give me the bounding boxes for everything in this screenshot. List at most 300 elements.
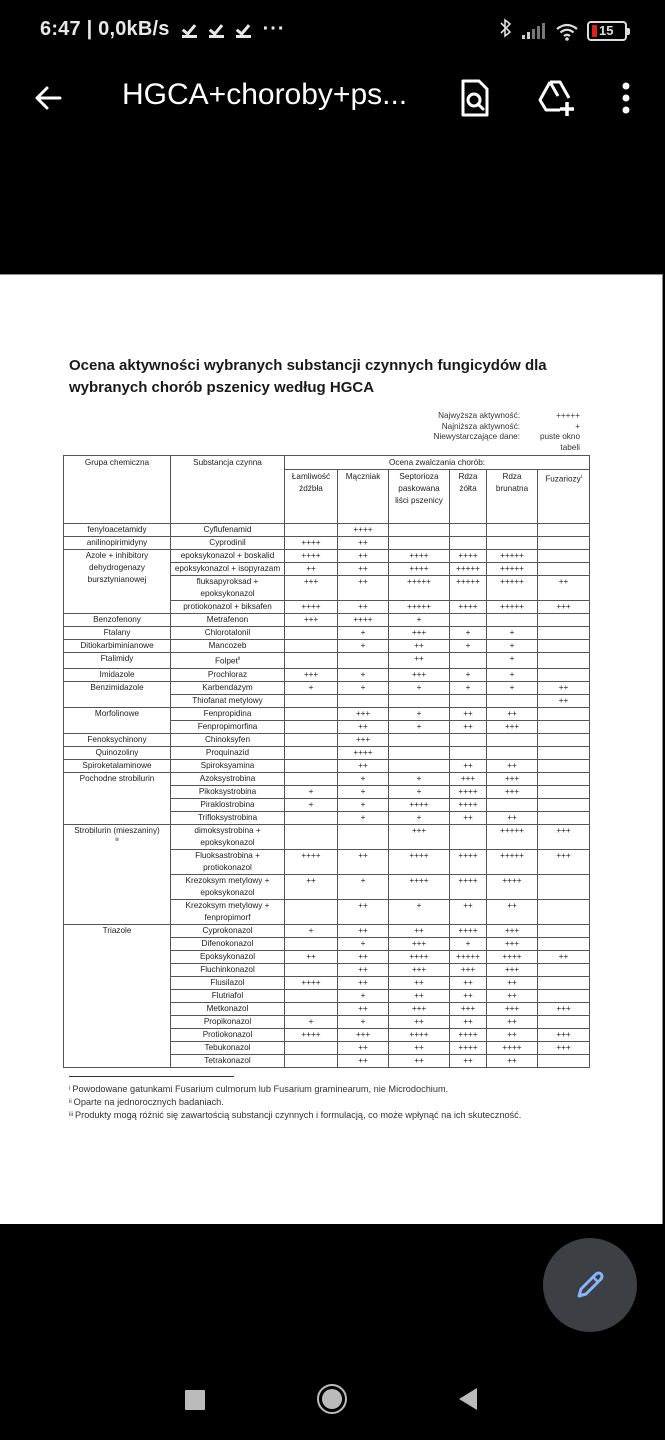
edit-fab-button[interactable] <box>543 1238 637 1332</box>
footnote: $^{ii}$ Oparte na jednorocznych badaniach. <box>69 1097 224 1107</box>
cell-rating: ++ <box>487 1028 538 1041</box>
cell-rating: ++ <box>338 963 389 976</box>
download-done-icon <box>236 21 251 38</box>
battery-level: 15 <box>599 23 614 38</box>
cell-rating: + <box>338 627 389 640</box>
cell-rating: + <box>285 681 338 694</box>
cell-rating <box>487 524 538 537</box>
cell-rating: ++ <box>338 924 389 937</box>
cell-rating <box>285 694 338 707</box>
cell-rating: ++ <box>487 759 538 772</box>
more-notifications-icon: ··· <box>262 18 286 40</box>
cell-rating: ++ <box>285 950 338 963</box>
table-row <box>64 924 590 937</box>
cell-rating <box>538 707 590 720</box>
cell-signal-icon <box>522 23 545 39</box>
cell-rating: + <box>450 627 487 640</box>
cell-rating: +++ <box>538 601 590 614</box>
cell-rating: ++ <box>389 924 450 937</box>
cell-substance: Flusilazol <box>171 976 285 989</box>
cell-chemical-group: Imidazole <box>64 668 171 681</box>
cell-substance: Cyprodinil <box>171 537 285 550</box>
cell-rating: ++ <box>389 989 450 1002</box>
header-rating: Ocena zwalczania chorób: <box>285 456 590 470</box>
footnotes <box>69 1083 521 1122</box>
cell-substance: Fenpropidina <box>171 707 285 720</box>
cell-rating: +++++ <box>450 576 487 601</box>
cell-rating: ++++ <box>389 849 450 874</box>
cell-rating: ++ <box>450 1015 487 1028</box>
arrow-left-icon[interactable] <box>32 82 64 114</box>
cell-rating: ++++ <box>285 601 338 614</box>
cell-rating <box>538 811 590 824</box>
table-row <box>64 653 590 669</box>
cell-rating <box>538 640 590 653</box>
cell-rating: ++ <box>450 759 487 772</box>
cell-rating: ++++ <box>389 550 450 563</box>
cell-substance: protiokonazol + biksafen <box>171 601 285 614</box>
cell-rating <box>389 524 450 537</box>
cell-rating: ++ <box>338 720 389 733</box>
header-group: Grupa chemiczna <box>64 456 171 524</box>
cell-rating: + <box>338 640 389 653</box>
status-right <box>500 18 627 43</box>
cell-rating: ++++ <box>450 601 487 614</box>
cell-rating <box>538 759 590 772</box>
cell-rating: ++ <box>338 563 389 576</box>
header-disease: Mączniak <box>338 470 389 524</box>
cell-substance: Tebukonazol <box>171 1041 285 1054</box>
cell-rating <box>389 759 450 772</box>
cell-substance: epoksykonazol + isopyrazam <box>171 563 285 576</box>
header-disease: Rdza brunatna <box>487 470 538 524</box>
cell-rating: ++++ <box>389 874 450 899</box>
cell-substance: Epoksykonazol <box>171 950 285 963</box>
cell-rating: + <box>487 627 538 640</box>
cell-rating: ++ <box>389 653 450 669</box>
cell-rating: +++ <box>487 963 538 976</box>
cell-rating: ++ <box>338 1041 389 1054</box>
table-row <box>64 707 590 720</box>
header-substance: Substancja czynna <box>171 456 285 524</box>
header-disease: Septorioza paskowana liści pszenicy <box>389 470 450 524</box>
cell-substance: Fluchinkonazol <box>171 963 285 976</box>
cell-rating <box>285 1002 338 1015</box>
cell-rating <box>285 733 338 746</box>
cell-chemical-group: Strobilurin (mieszaniny) iii <box>64 824 171 924</box>
cell-rating: +++ <box>285 576 338 601</box>
cell-rating: +++ <box>389 824 450 849</box>
cell-rating <box>285 989 338 1002</box>
cell-rating: ++++ <box>450 1041 487 1054</box>
cell-rating: ++ <box>389 976 450 989</box>
cell-rating: +++ <box>487 785 538 798</box>
cell-rating <box>285 772 338 785</box>
table-row <box>64 627 590 640</box>
cell-rating <box>285 824 338 849</box>
rating-legend <box>380 411 580 453</box>
cell-rating: ++++ <box>338 524 389 537</box>
cell-rating: +++++ <box>487 563 538 576</box>
cell-rating: + <box>389 614 450 627</box>
cell-substance: Chinoksyfen <box>171 733 285 746</box>
cell-substance: Tetrakonazol <box>171 1054 285 1067</box>
legend-row: Niewystarczające dane: puste okno tabeli <box>433 432 580 452</box>
cell-rating <box>538 563 590 576</box>
square-recents-icon[interactable] <box>185 1390 205 1410</box>
cell-chemical-group: Morfolinowe <box>64 707 171 733</box>
cell-rating <box>285 963 338 976</box>
cell-substance: epoksykonazol + boskalid <box>171 550 285 563</box>
cell-rating <box>538 668 590 681</box>
header-disease-fuzariozy: Fuzariozy$^i$ <box>538 470 590 524</box>
cell-rating <box>538 1054 590 1067</box>
cell-substance: Fluoksastrobina + protiokonazol <box>171 849 285 874</box>
cell-rating: +++ <box>450 772 487 785</box>
cell-rating <box>285 524 338 537</box>
cell-rating <box>285 937 338 950</box>
cell-rating: +++ <box>389 963 450 976</box>
cell-rating: ++ <box>487 1054 538 1067</box>
footnote: $^i$ Powodowane gatunkami Fusarium culmorum lub Fusarium graminearum, nie Microdochium. <box>69 1084 449 1094</box>
document-title: HGCA+choroby+ps... <box>122 78 408 111</box>
cell-substance: Mancozeb <box>171 640 285 653</box>
cell-rating: ++++ <box>389 563 450 576</box>
cell-rating: + <box>338 681 389 694</box>
cell-rating <box>450 653 487 669</box>
cell-rating: ++++ <box>487 950 538 963</box>
cell-rating <box>538 524 590 537</box>
cell-rating: +++ <box>338 733 389 746</box>
cell-rating <box>285 707 338 720</box>
cell-rating <box>538 746 590 759</box>
cell-rating: + <box>285 785 338 798</box>
cell-rating <box>450 746 487 759</box>
cell-rating <box>285 1041 338 1054</box>
cell-rating: +++++ <box>487 576 538 601</box>
cell-rating: + <box>450 937 487 950</box>
cell-rating <box>389 694 450 707</box>
cell-rating <box>338 824 389 849</box>
cell-rating: +++++ <box>487 601 538 614</box>
cell-rating <box>450 524 487 537</box>
cell-rating: +++ <box>487 937 538 950</box>
cell-rating: ++ <box>285 874 338 899</box>
cell-substance: Cyprokonazol <box>171 924 285 937</box>
cell-rating: ++++ <box>338 614 389 627</box>
cell-rating: + <box>338 798 389 811</box>
cell-rating <box>338 694 389 707</box>
cell-rating: + <box>338 1015 389 1028</box>
cell-rating: +++ <box>538 824 590 849</box>
page-heading: Ocena aktywności wybranych substancji czynnych fungicydów dla wybranych chorób pszenicy według HGCA <box>69 357 547 396</box>
cell-rating <box>285 1054 338 1067</box>
cell-rating: + <box>338 874 389 899</box>
cell-substance: Propikonazol <box>171 1015 285 1028</box>
cell-rating: +++ <box>487 720 538 733</box>
cell-rating: ++ <box>450 899 487 924</box>
cell-rating: + <box>389 707 450 720</box>
cell-rating <box>389 537 450 550</box>
cell-rating: + <box>389 720 450 733</box>
footnote: $^{iii}$ Produkty mogą różnić się zawartością substancji czynnych i formulacją, co może wpłynąć na ich skuteczność. <box>69 1110 522 1120</box>
cell-rating: +++ <box>389 1002 450 1015</box>
cell-rating <box>285 720 338 733</box>
cell-rating: +++++ <box>487 824 538 849</box>
cell-rating: ++ <box>450 707 487 720</box>
cell-rating <box>538 537 590 550</box>
cell-substance: fluksapyroksad + epoksykonazol <box>171 576 285 601</box>
cell-rating: +++++ <box>450 563 487 576</box>
table-row <box>64 824 590 849</box>
cell-rating: + <box>487 668 538 681</box>
cell-rating <box>450 824 487 849</box>
cell-rating <box>538 550 590 563</box>
cell-rating: + <box>389 785 450 798</box>
cell-chemical-group: Benzofenony <box>64 614 171 627</box>
cell-rating: +++ <box>538 1028 590 1041</box>
cell-rating: ++ <box>338 576 389 601</box>
cell-rating: ++ <box>285 563 338 576</box>
header-disease: Rdza żółta <box>450 470 487 524</box>
cell-rating: + <box>450 681 487 694</box>
cell-substance: Trifloksystrobina <box>171 811 285 824</box>
cell-rating: ++ <box>487 707 538 720</box>
cell-rating: ++ <box>450 989 487 1002</box>
cell-rating <box>538 798 590 811</box>
table-row <box>64 668 590 681</box>
cell-rating: + <box>389 681 450 694</box>
cell-rating <box>538 899 590 924</box>
cell-substance: Karbendazym <box>171 681 285 694</box>
cell-chemical-group: Ditiokarbiminianowe <box>64 640 171 653</box>
clock-and-speed: 6:47 | 0,0kB/s <box>40 18 170 40</box>
cell-substance: Fenpropimorfina <box>171 720 285 733</box>
cell-rating <box>538 963 590 976</box>
pdf-page[interactable] <box>0 274 663 1224</box>
cell-rating: ++ <box>450 811 487 824</box>
cell-rating <box>538 874 590 899</box>
cell-rating: ++ <box>389 1041 450 1054</box>
cell-rating: +++ <box>538 849 590 874</box>
cell-chemical-group: Spiroketalaminowe <box>64 759 171 772</box>
cell-rating <box>487 733 538 746</box>
cell-rating <box>285 746 338 759</box>
cell-rating: + <box>487 653 538 669</box>
cell-rating: ++ <box>450 720 487 733</box>
cell-rating: ++++ <box>450 798 487 811</box>
table-row <box>64 614 590 627</box>
cell-rating: ++ <box>338 550 389 563</box>
cell-substance: Spiroksyamina <box>171 759 285 772</box>
cell-rating: + <box>450 640 487 653</box>
cell-rating: +++ <box>285 668 338 681</box>
table-row <box>64 550 590 563</box>
cell-rating: ++ <box>487 1015 538 1028</box>
cell-rating: ++++ <box>450 874 487 899</box>
circle-home-icon[interactable] <box>317 1384 347 1414</box>
cell-substance: Metkonazol <box>171 1002 285 1015</box>
cell-rating <box>285 627 338 640</box>
pencil-edit-icon <box>573 1268 607 1302</box>
cell-rating <box>538 720 590 733</box>
cell-rating: ++++ <box>285 550 338 563</box>
cell-rating: +++ <box>389 668 450 681</box>
cell-rating: +++++ <box>389 601 450 614</box>
cell-rating: ++ <box>338 976 389 989</box>
cell-rating <box>450 614 487 627</box>
table-row <box>64 524 590 537</box>
cell-rating: +++++ <box>487 849 538 874</box>
cell-rating: ++ <box>338 759 389 772</box>
cell-substance: Prochloraz <box>171 668 285 681</box>
cell-substance: Proquinazid <box>171 746 285 759</box>
cell-rating <box>285 899 338 924</box>
cell-rating <box>285 759 338 772</box>
cell-rating: +++ <box>389 627 450 640</box>
cell-rating: +++ <box>450 963 487 976</box>
cell-rating: ++++ <box>450 849 487 874</box>
cell-substance: Metrafenon <box>171 614 285 627</box>
cell-rating <box>538 924 590 937</box>
cell-substance: dimoksystrobina + epoksykonazol <box>171 824 285 849</box>
cell-rating: ++ <box>338 899 389 924</box>
cell-substance: Krezoksym metylowy + epoksykonazol <box>171 874 285 899</box>
cell-rating <box>538 1015 590 1028</box>
cell-rating <box>389 733 450 746</box>
cell-rating: +++ <box>285 614 338 627</box>
cell-rating <box>538 772 590 785</box>
cell-rating: ++++ <box>285 1028 338 1041</box>
cell-rating: + <box>450 668 487 681</box>
table-row <box>64 681 590 694</box>
cell-rating: +++ <box>389 937 450 950</box>
legend-row: Najwyższa aktywność: +++++ <box>438 411 580 420</box>
cell-rating: ++ <box>487 811 538 824</box>
add-to-drive-icon[interactable] <box>536 78 576 118</box>
cell-rating: ++++ <box>338 746 389 759</box>
footnote-divider <box>69 1076 234 1077</box>
cell-rating <box>538 627 590 640</box>
cell-substance: Piraklostrobina <box>171 798 285 811</box>
cell-rating <box>538 653 590 669</box>
cell-rating: +++++ <box>389 576 450 601</box>
table-row <box>64 537 590 550</box>
cell-rating <box>487 614 538 627</box>
cell-rating: ++++ <box>285 849 338 874</box>
app-bar <box>0 64 665 132</box>
cell-rating: ++ <box>538 950 590 963</box>
cell-rating: ++++ <box>450 1028 487 1041</box>
table-row <box>64 759 590 772</box>
cell-rating: ++ <box>338 1054 389 1067</box>
header-disease: Łamliwość źdźbła <box>285 470 338 524</box>
cell-rating: ++ <box>487 899 538 924</box>
cell-rating: ++++ <box>389 950 450 963</box>
cell-rating: ++++ <box>450 785 487 798</box>
cell-rating: +++++ <box>450 950 487 963</box>
cell-rating: ++++ <box>389 1028 450 1041</box>
cell-chemical-group: Benzimidazole <box>64 681 171 707</box>
cell-rating: + <box>389 899 450 924</box>
cell-rating: + <box>338 811 389 824</box>
cell-chemical-group: Triazole <box>64 924 171 1067</box>
cell-rating: + <box>389 772 450 785</box>
cell-rating <box>538 785 590 798</box>
cell-chemical-group: anilinopirimidyny <box>64 537 171 550</box>
triangle-back-icon[interactable] <box>459 1388 477 1410</box>
cell-substance: Chlorotalonil <box>171 627 285 640</box>
cell-rating: ++++ <box>285 537 338 550</box>
table-row <box>64 733 590 746</box>
cell-rating: ++ <box>338 1002 389 1015</box>
cell-rating: ++ <box>338 537 389 550</box>
cell-substance: Pikoksystrobina <box>171 785 285 798</box>
cell-substance: Protiokonazol <box>171 1028 285 1041</box>
bluetooth-icon <box>500 18 512 43</box>
cell-rating: +++ <box>538 1041 590 1054</box>
legend-row: Najniższa aktywność: + <box>441 421 580 431</box>
cell-rating <box>487 798 538 811</box>
cell-rating: ++ <box>338 849 389 874</box>
cell-rating: +++ <box>487 924 538 937</box>
cell-rating <box>285 811 338 824</box>
cell-rating: ++ <box>450 1054 487 1067</box>
fungicide-table <box>63 455 590 1068</box>
cell-rating <box>285 653 338 669</box>
cell-rating <box>538 937 590 950</box>
document-search-icon[interactable] <box>458 78 492 118</box>
cell-rating: + <box>338 989 389 1002</box>
more-vert-icon[interactable] <box>614 80 638 116</box>
cell-rating: + <box>338 668 389 681</box>
cell-rating <box>389 746 450 759</box>
cell-rating: + <box>487 640 538 653</box>
cell-rating: +++ <box>338 707 389 720</box>
cell-rating: + <box>389 811 450 824</box>
table-body <box>64 524 590 1068</box>
cell-rating <box>487 694 538 707</box>
cell-chemical-group: Quinozoliny <box>64 746 171 759</box>
cell-rating: + <box>338 772 389 785</box>
cell-rating: + <box>285 798 338 811</box>
cell-rating: + <box>285 1015 338 1028</box>
wifi-icon <box>555 22 577 40</box>
cell-rating <box>538 989 590 1002</box>
cell-substance: Flutriafol <box>171 989 285 1002</box>
status-bar <box>0 0 665 64</box>
system-nav-bar <box>0 1360 665 1440</box>
cell-rating: ++++ <box>285 976 338 989</box>
cell-substance: Krezoksym metylowy + fenpropimorf <box>171 899 285 924</box>
cell-rating <box>538 614 590 627</box>
cell-rating: +++++ <box>487 550 538 563</box>
cell-rating <box>487 746 538 759</box>
cell-substance: Cyflufenamid <box>171 524 285 537</box>
table-row <box>64 772 590 785</box>
cell-rating: ++ <box>538 694 590 707</box>
table-row <box>64 640 590 653</box>
cell-rating <box>538 976 590 989</box>
cell-rating <box>285 640 338 653</box>
cell-chemical-group: Azole + inhibitory dehydrogenazy bursztynianowej <box>64 550 171 614</box>
cell-rating: +++ <box>487 1002 538 1015</box>
cell-rating <box>450 733 487 746</box>
cell-substance: Folpet$^{ii}$ <box>171 653 285 669</box>
cell-rating <box>450 537 487 550</box>
cell-rating: ++ <box>389 1015 450 1028</box>
cell-rating: ++ <box>487 976 538 989</box>
